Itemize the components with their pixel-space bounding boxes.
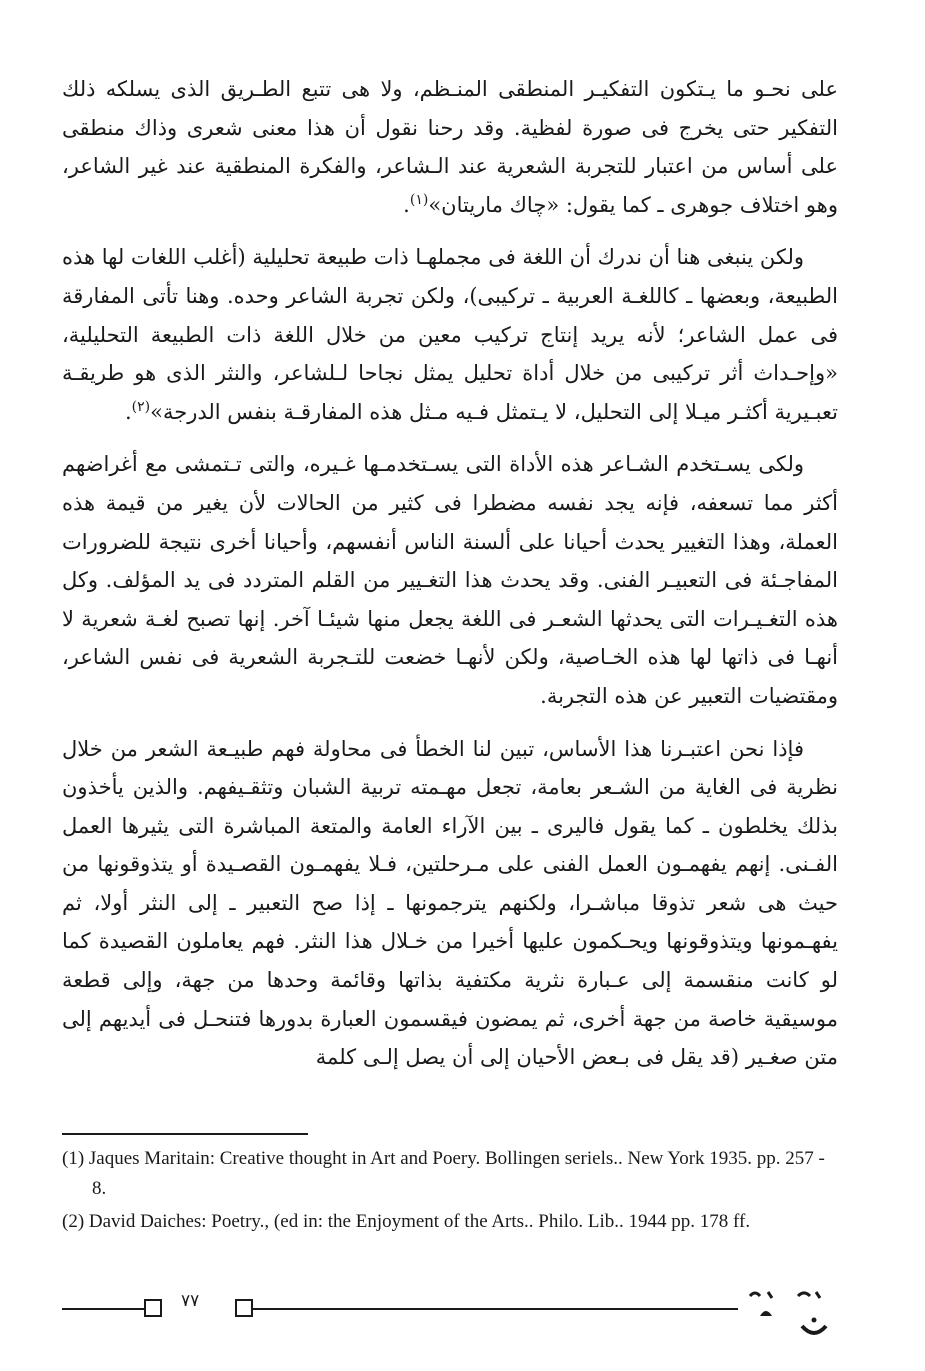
footer-box-right (235, 1299, 253, 1317)
footer-rule-right (253, 1308, 738, 1310)
footnote-2: (2) David Daiches: Poetry., (ed in: the Enjoyment of the Arts.. Philo. Lib.. 1944 pp. 178 ff. (62, 1211, 751, 1232)
footer-rule-left (62, 1308, 144, 1310)
footer-ornament-icon (740, 1282, 840, 1352)
body-text (62, 70, 838, 1091)
paragraph-3-text: ولكى يسـتخدم الشـاعر هذه الأداة التى يسـتخدمـها غـيره، والتى تـتمشى مع أغراضهم أكثر مما تسعفه، فإنه يجد نفسه مضطرا فى كثير من الحالات لأن يغير من قيمة هذه العملة، وهذا التغيير يحدث أحيانا على ألسنة الناس أنفسهم، وأحيانا أخرى نتيجة للضرورات المفاجـئة فى التعبيـر الفنى. وقد يحدث هذا التغـيير من القلم المتردد فى يد المؤلف. وكل هذه التغـيـرات التى يحدثها الشعـر فى اللغة يجعل منها شيئـا آخر. إنها تصبح لغـة شعرية لا أنهـا فى ذاتها لها هذه الخـاصية، ولكن لأنهـا خضعت للتـجربة الشعرية فى نفس الشاعر، ومقتضيات التعبير عن هذه التجربة. (62, 452, 839, 708)
footnote-ref-1[interactable]: (١) (409, 191, 429, 208)
paragraph-2-end: . (124, 399, 132, 424)
page-number: ٧٧ (181, 1291, 200, 1311)
footnote-ref-2[interactable]: (٢) (131, 398, 151, 415)
footer-box-left (144, 1299, 162, 1317)
paragraph-4-text: فإذا نحن اعتبـرنا هذا الأساس، تبين لنا الخطأ فى محاولة فهم طبيـعة الشعر من خلال نظرية فى الغاية من الشـعر بعامة، تجعل مهـمته تربية الشبان وتثقـيفهم. والذين يأخذون بذلك يخلطون ـ كما يقول فاليرى ـ بين الآراء العامة والمتعة المباشرة التى يثيرها العمل الفـنى. إنهم يفهمـون العمل الفنى على مـرحلتين، فـلا يفهمـون القصـيدة أو يتذوقونها من حيث هى شعر تذوقا مباشـرا، ولكنهم يترجمونها ـ إذا صح التعبير ـ إلى النثر أولا، ثم يفهـمونها ويتذوقونها ويحـكمون عليها أخيرا من خـلال هذا النثر. فهم يعاملون القصيدة كما لو كانت منقسمة إلى عـبارة نثرية مكتفية بذاتها وقائمة وحدها من جهة، وإلى قطعة موسيقية خاصة من جهة أخرى، ثم يمضون فيقسمون العبارة بدورها فتنحـل فى أيديهم إلى متن صغـير (قد يقل فى بـعض الأحيان إلى أن يصل إلـى كلمة (62, 736, 838, 1070)
paragraph-2 (62, 238, 838, 431)
paragraph-2-text: ولكن ينبغى هنا أن ندرك أن اللغة فى مجملهـا ذات طبيعة تحليلية (أغلب اللغات لها هذه الطبيعة، وبعضها ـ كاللغـة العربية ـ تركيبى)، ولكن تجربة الشاعر وحده. وهنا تأتى المفارقة فى عمل الشاعر؛ لأنه يريد إنتاج تركيب معين من خلال اللغة ذات الطبيعة التحليلية، «وإحـداث أثر تركيبى من خلال أداة تحليل يمثل نجاحا لـلشاعر، والنثر الذى هو طريقـة تعبـيرية أكثـر ميـلا إلى التحليل، لا يـتمثل فـيه مـثل هذه المفارقـة بنفس الدرجة» (62, 245, 838, 424)
paragraph-1-end: . (403, 192, 410, 217)
footnote-1: (1) Jaques Maritain: Creative thought in Art and Poery. Bollingen seriels.. New York 1935. pp. 257 - 8. (62, 1148, 825, 1199)
paragraph-1-text: على نحـو ما يـتكون التفكيـر المنطقى المنـظم، ولا هى تتبع الطـريق الذى يسلكه ذلك التفكير حتى يخرج فى صورة لفظية. وقد رحنا نقول أن هذا معنى شعرى وذاك منطقى على أساس من اعتبار للتجربة الشعرية عند الـشاعر، والفكرة المنطقية عند غير الشاعر، وهو اختلاف جوهرى ـ كما يقول: «چاك ماريتان» (62, 77, 838, 217)
paragraph-3 (62, 445, 838, 715)
footnotes (62, 1144, 838, 1240)
footnote-divider (62, 1133, 308, 1135)
page-footer (0, 1288, 925, 1348)
paragraph-4 (62, 730, 838, 1077)
paragraph-1 (62, 70, 838, 224)
